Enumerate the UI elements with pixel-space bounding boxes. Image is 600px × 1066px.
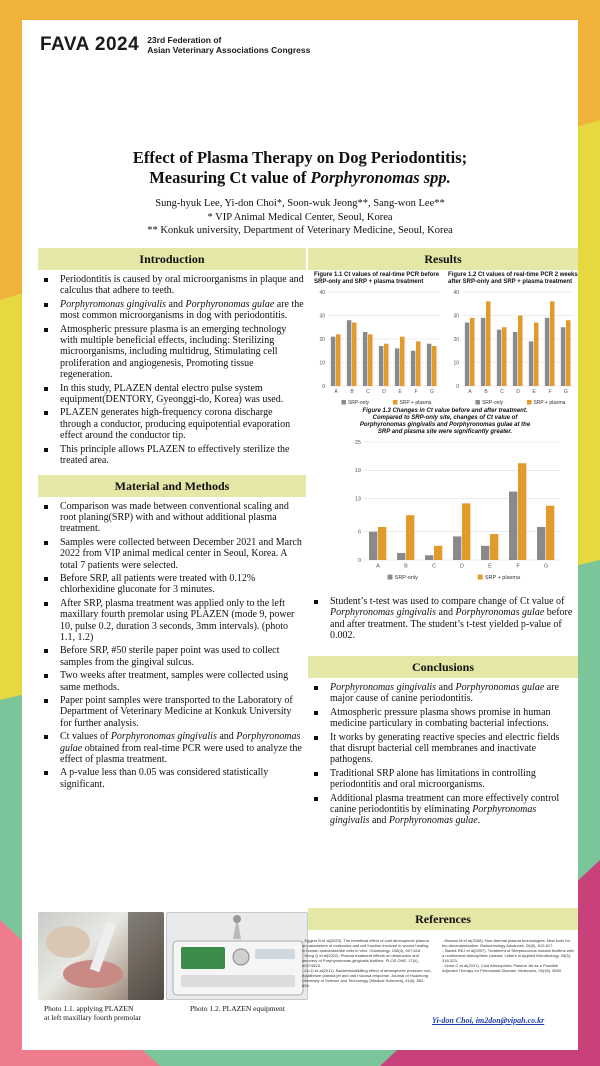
methods-list <box>38 497 306 791</box>
bar <box>432 346 437 386</box>
bar <box>397 553 405 560</box>
bar <box>481 546 489 560</box>
photo-1-2-caption: Photo 1.2. PLAZEN equipment <box>190 1004 285 1013</box>
chart-title: Figure 1.2 Ct values of real-time PCR 2 weeks after SRP-only and SRP + plasma treatment <box>448 272 578 285</box>
x-tick-label: F <box>516 563 520 570</box>
bar <box>534 323 539 386</box>
chart-figure-1-3-plot <box>314 436 576 596</box>
x-tick-label: B <box>404 563 408 570</box>
introduction-list <box>38 270 306 467</box>
list-item: It works by generating reactive species and electric fields that disrupt bacterial cell membranes and inactivate pathogens. <box>312 732 576 766</box>
authors: Sung-hyuk Lee, Yi-don Choi*, Soon-wuk Jeong**, Sang-won Lee** * VIP Animal Medical Center, Seoul, Korea ** Konkuk university, Department of Veterinary Medicine, Seoul, Korea <box>147 198 453 236</box>
bar <box>368 334 373 386</box>
y-tick-label: 10 <box>319 360 325 367</box>
results-heading: Results <box>308 248 578 270</box>
bar <box>369 532 377 560</box>
list-item: Periodontitis is caused by oral microorganisms in plaque and calculus that adhere to teeth. <box>42 274 304 297</box>
photo-1-1-caption: Photo 1.1. applying PLAZEN at left maxillary fourth premolar <box>44 1004 142 1022</box>
legend-swatch <box>475 400 480 405</box>
bar <box>406 515 414 560</box>
reference-item: - Moreau M et al(2008). Non-thermal plasma technologies: New tools for bio-decontamination. Biotechnology Advances, 26(6), 610-617. <box>442 938 571 948</box>
list-item: Additional plasma treatment can more effectively control canine periodontitis by eliminating Porphyronomas gingivalis and Porphyronomas gulae. <box>312 793 576 827</box>
bar <box>411 351 416 386</box>
bar <box>486 301 491 386</box>
bar <box>453 536 461 560</box>
x-tick-label: D <box>382 389 386 395</box>
chart-figure-1-2-plot <box>446 286 578 426</box>
list-item: A p-value less than 0.05 was considered statistically significant. <box>42 767 304 790</box>
y-tick-label: 13 <box>354 496 361 503</box>
bar <box>529 341 534 386</box>
list-item: This principle allows PLAZEN to effectively sterilize the treated area. <box>42 444 304 467</box>
bar <box>379 346 384 386</box>
x-tick-label: G <box>564 389 568 395</box>
x-tick-label: C <box>366 389 370 395</box>
list-item: Before SRP, all patients were treated with 0.12% chlorhexidine gluconate for 3 minutes. <box>42 573 304 596</box>
bar <box>352 323 357 386</box>
x-tick-label: B <box>484 389 488 395</box>
bar <box>481 318 486 386</box>
conclusions-list <box>308 678 578 827</box>
list-item: Porphyronomas gingivalis and Porphyronomas gulae are major cause of canine periodontitis. <box>312 682 576 705</box>
brand <box>40 34 310 56</box>
y-tick-label: 0 <box>456 383 459 390</box>
bar <box>497 330 502 386</box>
legend-swatch <box>478 575 483 580</box>
bar <box>545 318 550 386</box>
reference-item: - Sladek REJ et al(2007). Treatment of Streptococcus mutans biofilms with a nonthermal atmospheric plasma. Letters in Applied Microbiology, 45(3), 318-323. <box>442 948 574 963</box>
list-item: Atmospheric pressure plasma shows promise in human medicine particulary in combating bacterial infections. <box>312 707 576 730</box>
introduction-heading: Introduction <box>38 248 306 270</box>
y-tick-label: 19 <box>354 468 361 475</box>
legend-label: SRP-only <box>347 400 370 406</box>
bar <box>518 316 523 387</box>
x-tick-label: C <box>432 563 436 570</box>
list-item: Ct values of Porphyronomas gingivalis and Porphyronomas gulae obtained from real-time PCR were used to analyze the effect of plasma treatment. <box>42 731 304 765</box>
bar <box>378 527 386 560</box>
bar <box>416 341 421 386</box>
bar <box>465 323 470 386</box>
x-tick-label: A <box>468 389 472 395</box>
conclusions-heading: Conclusions <box>308 656 578 678</box>
list-item: After SRP, plasma treatment was applied only to the left maxillary fourth premolar using PLAZEN (mode 9, power 10, pulse 0.2, duration 3 seconds, 3mm intervals). (photo 1.1, 1.2) <box>42 598 304 644</box>
y-tick-label: 30 <box>453 313 459 320</box>
list-item: Student’s t-test was used to compare change of Ct value of Porphyronomas gingivalis and Porphyronomas gulae before and after treatment. The student’s t-test yielded p-value of 0.002. <box>312 596 576 642</box>
legend-label: SRP + plasma <box>533 400 566 406</box>
photo-applying-plazen <box>38 912 164 1000</box>
bar <box>363 332 368 386</box>
list-item: Atmospheric pressure plasma is an emerging technology with multiple beneficial effects, including: Sterilizing microorganisms, including multidrug, Stimulating cell proliferation and angiogenesis, Promoting tissue regeneration. <box>42 324 304 381</box>
bar <box>546 506 554 560</box>
list-item: Two weeks after treatment, samples were collected using same methods. <box>42 670 304 693</box>
x-tick-label: G <box>430 389 434 395</box>
ttest-block <box>308 592 578 644</box>
bar <box>490 534 498 560</box>
title-block <box>22 148 578 238</box>
bar <box>566 320 571 386</box>
poster <box>22 20 578 1050</box>
x-tick-label: G <box>543 563 549 570</box>
y-tick-label: 40 <box>319 289 325 296</box>
bar <box>395 348 400 386</box>
y-tick-label: 6 <box>357 529 361 536</box>
right-column <box>308 248 578 270</box>
x-tick-label: D <box>516 389 520 395</box>
list-item: In this study, PLAZEN dental electro pulse system equipment(DENTORY, Gyeonggi-do, Korea) was used. <box>42 383 304 406</box>
bar <box>427 344 432 386</box>
reference-item: - Hong Q et al(2022). Plasma treatment effects on destruction and recovery of Porphyromonas gingivalis biofilms. PLOS ONE, 17(4), e0274523. <box>302 953 419 968</box>
bar <box>550 301 555 386</box>
bar <box>509 492 517 560</box>
x-tick-label: B <box>350 389 354 395</box>
left-column <box>38 248 306 792</box>
legend-label: SRP + plasma <box>484 575 521 581</box>
y-tick-label: 10 <box>453 360 459 367</box>
x-tick-label: A <box>334 389 338 395</box>
bar <box>462 503 470 560</box>
contact-email-link[interactable]: Yi-don Choi, im2don@vipah.co.kr <box>432 1016 545 1025</box>
legend-swatch <box>393 400 398 405</box>
list-item: Porphyromonas gingivalis and Porphyronomas gulae are the most common microorganisms in dog with periodontitis. <box>42 299 304 322</box>
bar <box>518 463 526 560</box>
methods-heading: Material and Methods <box>38 475 306 497</box>
bar <box>537 527 545 560</box>
x-tick-label: E <box>398 389 402 395</box>
list-item: PLAZEN generates high-frequency corona discharge through a conductor, producing equipotential evaporation effect around the conductor tip. <box>42 407 304 441</box>
references-right <box>442 938 574 973</box>
congress-name: 23rd Federation of Asian Veterinary Associations Congress <box>147 35 311 55</box>
bar <box>336 334 341 386</box>
bar <box>400 337 405 386</box>
bar <box>384 344 389 386</box>
y-tick-label: 20 <box>453 336 459 343</box>
poster-title: Effect of Plasma Therapy on Dog Periodontitis; Measuring Ct value of Porphyronomas spp. <box>132 148 468 187</box>
bar <box>434 546 442 560</box>
legend-label: SRP-only <box>394 575 418 581</box>
reference-item: - Linne G et al(2021). Cold Atmospheric Plasma Jet as a Possible Adjuvant Therapy for Periodontal Disease. Molecules, 26(18), 5590. <box>442 963 563 973</box>
reference-item: - Liu D et al(2011). Bactericidal/killing effect of atmospheric pressure non-equilibrium plasma jet and oral mucosa response. Journal of Huazhong University of Science and Technology [Medical Sciences], 31(6), 852-856. <box>302 968 432 988</box>
bar <box>513 332 518 386</box>
chart-figure-1-3 <box>314 408 576 608</box>
chart-title: Figure 1.1 Ct values of real-time PCR before SRP-only and SRP + plasma treatment <box>314 272 440 285</box>
x-tick-label: E <box>532 389 536 395</box>
references-section <box>308 908 578 930</box>
x-tick-label: F <box>414 389 418 395</box>
references-heading: References <box>308 908 578 930</box>
x-tick-label: A <box>376 563 380 570</box>
x-tick-label: E <box>488 563 492 570</box>
legend-swatch <box>388 575 393 580</box>
y-tick-label: 25 <box>354 439 361 446</box>
bar <box>331 337 336 386</box>
x-tick-label: F <box>548 389 552 395</box>
legend-swatch <box>527 400 532 405</box>
y-tick-label: 20 <box>319 336 325 343</box>
reference-item: - Eggers B et al(2020). The beneficial effect of cold atmospheric plasma on parameters of molecules and cell function involved in wound healing in human osteoblast-like cells in vitro. Odontology, 108(4), 607-616. <box>302 938 429 953</box>
chart-figure-1-1-plot <box>312 286 444 426</box>
y-tick-label: 30 <box>319 313 325 320</box>
bar <box>347 320 352 386</box>
bar <box>425 555 433 560</box>
chart-title: Figure 1.3 Changes in Ct value before and after treatment. Compared to SRP-only site, changes of Ct value of Porphyronomas gingivalis and Porphyronomas gulae at the SRP and plasma site were significantly greater. <box>359 408 531 435</box>
references-left <box>302 938 432 988</box>
list-item: Paper point samples were transported to the Laboratory of Department of Veterinary Medicine at Konkuk University for further analysis. <box>42 695 304 729</box>
legend-swatch <box>341 400 346 405</box>
bar <box>470 318 475 386</box>
list-item: Samples were collected between December 2021 and March 2022 from VIP animal medical center in Seoul, Korea. A total 7 patients were selected. <box>42 537 304 571</box>
y-tick-label: 40 <box>453 289 459 296</box>
list-item: Comparison was made between conventional scaling and root planing(SRP) with and without additional plasma treatment. <box>42 501 304 535</box>
bar <box>502 327 507 386</box>
list-item: Traditional SRP alone has limitations in controlling periodontitis and oral microorganisms. <box>312 768 576 791</box>
y-tick-label: 0 <box>322 383 325 390</box>
bar <box>561 327 566 386</box>
photo-plazen-equipment <box>166 912 308 1000</box>
x-tick-label: C <box>500 389 504 395</box>
legend-label: SRP-only <box>481 400 504 406</box>
legend-label: SRP + plasma <box>399 400 432 406</box>
x-tick-label: D <box>460 563 464 570</box>
y-tick-label: 0 <box>357 557 361 564</box>
list-item: Before SRP, #50 sterile paper point was used to collect samples from the gingival sulcus. <box>42 645 304 668</box>
fava-logo: FAVA 2024 <box>40 34 140 55</box>
conclusions-section <box>308 656 578 829</box>
